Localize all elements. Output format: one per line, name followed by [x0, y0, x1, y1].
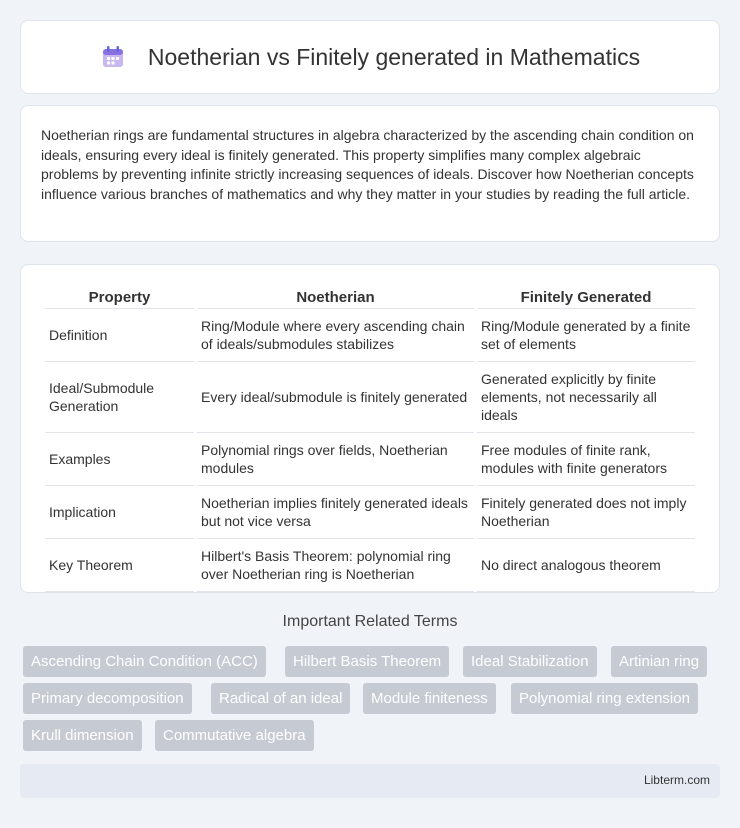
intro-text: Noetherian rings are fundamental structures in algebra characterized by the ascending chain condition on ideals, ensuring every ideal is finitely generated. This property simplifies many complex algebraic problems by preventing infinite strictly increasing sequences of ideals. Discover how Noetherian concepts influence various branches of mathematics and why they matter in your studies by reading the full article.: [41, 127, 694, 202]
related-term-tag[interactable]: Commutative algebra: [155, 720, 314, 751]
table-header-row: [45, 285, 695, 309]
related-terms-title: Important Related Terms: [282, 613, 458, 630]
header-card: [20, 20, 720, 94]
footer: [20, 764, 720, 798]
calendar-icon: [100, 44, 126, 70]
table-row: [45, 539, 695, 592]
comparison-table-card: [20, 264, 720, 593]
column-header: Finitely Generated: [477, 285, 695, 309]
related-term-tag[interactable]: Polynomial ring extension: [511, 683, 698, 714]
table-cell: Ring/Module generated by a finite set of elements: [477, 309, 695, 362]
related-term-tag[interactable]: Radical of an ideal: [211, 683, 350, 714]
table-cell: Polynomial rings over fields, Noetherian modules: [197, 433, 474, 486]
table-cell: Ring/Module where every ascending chain of ideals/submodules stabilizes: [197, 309, 474, 362]
table-row: [45, 309, 695, 362]
related-term-tag[interactable]: Hilbert Basis Theorem: [285, 646, 449, 677]
table-cell: Every ideal/submodule is finitely generated: [197, 362, 474, 433]
table-cell: Examples: [45, 433, 194, 486]
footer-brand[interactable]: Libterm.com: [643, 773, 710, 787]
related-term-tag[interactable]: Module finiteness: [363, 683, 496, 714]
table-cell: No direct analogous theorem: [477, 539, 695, 592]
column-header: Noetherian: [197, 285, 474, 309]
intro-card: [20, 105, 720, 242]
table-cell: Finitely generated does not imply Noetherian: [477, 486, 695, 539]
related-term-tag[interactable]: Ideal Stabilization: [463, 646, 597, 677]
table-cell: Definition: [45, 309, 194, 362]
related-term-tag[interactable]: Primary decomposition: [23, 683, 192, 714]
table-cell: Implication: [45, 486, 194, 539]
table-row: [45, 362, 695, 433]
table-cell: Key Theorem: [45, 539, 194, 592]
table-cell: Free modules of finite rank, modules with finite generators: [477, 433, 695, 486]
table-row: [45, 433, 695, 486]
related-term-tag[interactable]: Artinian ring: [611, 646, 707, 677]
related-term-tag[interactable]: Krull dimension: [23, 720, 142, 751]
table-cell: Ideal/Submodule Generation: [45, 362, 194, 433]
table-row: [45, 486, 695, 539]
page-title: Noetherian vs Finitely generated in Mathematics: [147, 43, 641, 70]
table-cell: Generated explicitly by finite elements, not necessarily all ideals: [477, 362, 695, 433]
table-cell: Noetherian implies finitely generated ideals but not vice versa: [197, 486, 474, 539]
column-header: Property: [45, 285, 194, 309]
comparison-table: [42, 285, 698, 592]
related-term-tag[interactable]: Ascending Chain Condition (ACC): [23, 646, 266, 677]
table-cell: Hilbert's Basis Theorem: polynomial ring over Noetherian ring is Noetherian: [197, 539, 474, 592]
